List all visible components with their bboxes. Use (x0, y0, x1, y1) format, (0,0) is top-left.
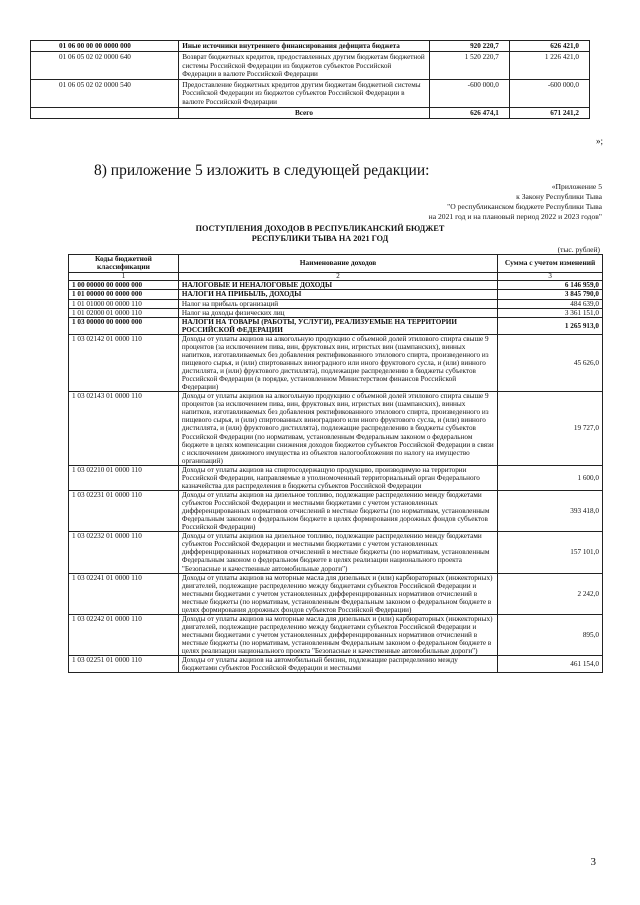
row-sum: 461 154,0 (498, 656, 603, 673)
total-row (31, 107, 590, 118)
table-row (31, 80, 590, 108)
table-row (69, 392, 603, 466)
row-value-2021: 1 520 220,7 (429, 52, 509, 80)
section-title: 8) приложение 5 изложить в следующей редакции: (94, 162, 430, 179)
row-name: НАЛОГОВЫЕ И НЕНАЛОГОВЫЕ ДОХОДЫ (178, 281, 497, 290)
column-number: 3 (498, 272, 603, 281)
header-sum: Сумма с учетом изменений (498, 255, 603, 273)
row-code: 1 01 00000 00 0000 000 (69, 290, 179, 299)
row-sum: 3 845 790,0 (498, 290, 603, 299)
row-code: 01 06 00 00 00 0000 000 (31, 41, 179, 52)
appendix-header (352, 182, 602, 221)
table-title (160, 224, 480, 245)
row-value: 626 421,0 (509, 41, 589, 52)
row-name: Доходы от уплаты акцизов на алкогольную продукцию с объемной долей этилового спирта свыше 9 процентов (за исключением пива, вин, фруктовых вин, игристых вин (шампанских), винных напитков, изготавливаемых без добавления ректификованного этилового спирта, произведенного из пищевого сырья, и (или) спиртованных виноградного или иного фруктового сусла, и (или) винного дистиллята, и (или) фруктового дистиллята), подлежащие распределению в бюджеты субъектов Российской Федерации (в порядке, установленном Министерством финансов Российской Федерации) (178, 334, 497, 391)
table-row (69, 299, 603, 308)
row-code: 1 03 02242 01 0000 110 (69, 614, 179, 655)
row-code: 1 03 00000 00 0000 000 (69, 317, 179, 334)
appendix-line: к Закону Республики Тыва (516, 191, 602, 201)
table-row (69, 490, 603, 531)
row-sum: 6 146 959,0 (498, 281, 603, 290)
row-code: 01 06 05 02 02 0000 640 (31, 52, 179, 80)
row-value-2021: -600 000,0 (429, 80, 509, 108)
total-value: 626 474,1 (429, 107, 509, 118)
row-name: Иные источники внутреннего финансирования дефицита бюджета (179, 41, 429, 52)
row-name: Предоставление бюджетных кредитов другим бюджетам бюджетной системы Российской Федерации из бюджетов субъектов Российской Федерации в валюте Российской Федерации (179, 80, 429, 108)
row-sum: 3 361 151,0 (498, 308, 603, 317)
table-row (69, 465, 603, 490)
table-row (69, 532, 603, 573)
row-code: 1 03 02142 01 0000 110 (69, 334, 179, 391)
table-row (69, 334, 603, 391)
appendix-line: «Приложение 5 (551, 182, 602, 191)
units-label: (тыс. рублей) (557, 245, 600, 254)
row-code: 1 01 01000 00 0000 110 (69, 299, 179, 308)
table-row (69, 614, 603, 655)
table-row (69, 573, 603, 614)
table-row (69, 281, 603, 290)
row-code: 1 03 02232 01 0000 110 (69, 532, 179, 573)
table-row (31, 52, 590, 80)
row-name: Доходы от уплаты акцизов на алкогольную продукцию с объемной долей этилового спирта свыше 9 процентов (за исключением пива, вин, фруктовых вин, игристых вин (шампанских), винных напитков, изготавливаемых без добавления ректификованного этилового спирта, произведенного из пищевого сырья, и (или) спиртованных виноградного или иного фруктового сусла, и (или) винного дистиллята, и (или) фруктового дистиллята), подлежащие распределению в бюджеты субъектов Российской Федерации (по нормативам, установленным Федеральным законом о федеральном бюджете в целях компенсации снижения доходов бюджетов субъектов Российской Федерации в связи с исключением движимого имущества из объектов налогообложения по налогу на имущество организаций) (178, 392, 497, 466)
row-sum: 157 101,0 (498, 532, 603, 573)
row-sum: 1 600,0 (498, 465, 603, 490)
row-value: 1 226 421,0 (509, 52, 589, 80)
row-name: Доходы от уплаты акцизов на дизельное топливо, подлежащие распределению между бюджетами субъектов Российской Федерации и местными бюджетами с учетом установленных дифференцированных нормативов отчислений в местные бюджеты (по нормативам, установленным Федеральным законом о федеральном бюджете в целях формирования дорожных фондов субъектов Российской Федерации) (178, 490, 497, 531)
row-code: 1 00 00000 00 0000 000 (69, 281, 179, 290)
header-name: Наименование доходов (178, 255, 497, 273)
row-sum: 45 626,0 (498, 334, 603, 391)
row-code: 1 03 02210 01 0000 110 (69, 465, 179, 490)
column-number: 1 (69, 272, 179, 281)
row-code: 1 01 02000 01 0000 110 (69, 308, 179, 317)
table-row (69, 290, 603, 299)
total-label: Всего (179, 107, 429, 118)
total-value: 671 241,2 (509, 107, 589, 118)
header-code: Коды бюджетной классификации (69, 255, 179, 273)
financing-sources-table (30, 40, 590, 119)
row-name: Налог на доходы физических лиц (178, 308, 497, 317)
row-name: Возврат бюджетных кредитов, предоставленных другим бюджетам бюджетной системы Российской Федерации из бюджетов субъектов Российской Федерации в валюте Российской Федерации (179, 52, 429, 80)
row-code: 1 03 02143 01 0000 110 (69, 392, 179, 466)
table-row (31, 41, 590, 52)
row-sum: 19 727,0 (498, 392, 603, 466)
total-code-cell (31, 107, 179, 118)
row-value-2021: 920 220,7 (429, 41, 509, 52)
row-sum: 393 418,0 (498, 490, 603, 531)
row-name: НАЛОГИ НА ПРИБЫЛЬ, ДОХОДЫ (178, 290, 497, 299)
row-name: Доходы от уплаты акцизов на спиртосодержащую продукцию, производимую на территории Российской Федерации, направляемые в уполномоченный территориальный орган Федерального казначейства для распределения в бюджеты субъектов Российской Федерации (178, 465, 497, 490)
closing-quote: »; (596, 136, 604, 146)
row-code: 1 03 02251 01 0000 110 (69, 656, 179, 673)
table-row (69, 317, 603, 334)
row-sum: 895,0 (498, 614, 603, 655)
page-number: 3 (590, 856, 596, 868)
table-row (69, 656, 603, 673)
revenue-table (68, 254, 603, 673)
row-name: Доходы от уплаты акцизов на автомобильный бензин, подлежащие распределению между бюджетами субъектов Российской Федерации и местными (178, 656, 497, 673)
row-name: Налог на прибыль организаций (178, 299, 497, 308)
table-row (69, 308, 603, 317)
column-number: 2 (178, 272, 497, 281)
row-sum: 1 265 913,0 (498, 317, 603, 334)
row-code: 1 03 02231 01 0000 110 (69, 490, 179, 531)
appendix-line: "О республиканском бюджете Республики Тыва (447, 201, 602, 211)
row-name: Доходы от уплаты акцизов на моторные масла для дизельных и (или) карбюраторных (инжекторных) двигателей, подлежащие распределению между бюджетами субъектов Российской Федерации и местными бюджетами с учетом установленных дифференцированных нормативов отчислений в местные бюджеты (по нормативам, установленным Федеральным законом о федеральном бюджете в целях реализации национального проекта "Безопасные и качественные автомобильные дороги") (178, 614, 497, 655)
row-sum: 2 242,0 (498, 573, 603, 614)
appendix-line: на 2021 год и на плановый период 2022 и 2023 годов" (428, 211, 602, 221)
row-value: -600 000,0 (509, 80, 589, 108)
row-code: 1 03 02241 01 0000 110 (69, 573, 179, 614)
table-title-line: РЕСПУБЛИКИ ТЫВА НА 2021 ГОД (251, 234, 389, 244)
row-name: НАЛОГИ НА ТОВАРЫ (РАБОТЫ, УСЛУГИ), РЕАЛИЗУЕМЫЕ НА ТЕРРИТОРИИ РОССИЙСКОЙ ФЕДЕРАЦИИ (178, 317, 497, 334)
row-code: 01 06 05 02 02 0000 540 (31, 80, 179, 108)
row-name: Доходы от уплаты акцизов на моторные масла для дизельных и (или) карбюраторных (инжекторных) двигателей, подлежащие распределению между бюджетами субъектов Российской Федерации и местными бюджетами с учетом установленных дифференцированных нормативов отчислений в местные бюджеты (по нормативам, установленным Федеральным законом о федеральном бюджете в целях формирования дорожных фондов субъектов Российской Федерации) (178, 573, 497, 614)
table-title-line: ПОСТУПЛЕНИЯ ДОХОДОВ В РЕСПУБЛИКАНСКИЙ БЮДЖЕТ (195, 224, 445, 233)
row-sum: 484 639,0 (498, 299, 603, 308)
row-name: Доходы от уплаты акцизов на дизельное топливо, подлежащие распределению между бюджетами субъектов Российской Федерации и местными бюджетами с учетом установленных дифференцированных нормативов отчислений в местные бюджеты (по нормативам, установленным Федеральным законом о федеральном бюджете в целях реализации национального проекта "Безопасные и качественные автомобильные дороги") (178, 532, 497, 573)
